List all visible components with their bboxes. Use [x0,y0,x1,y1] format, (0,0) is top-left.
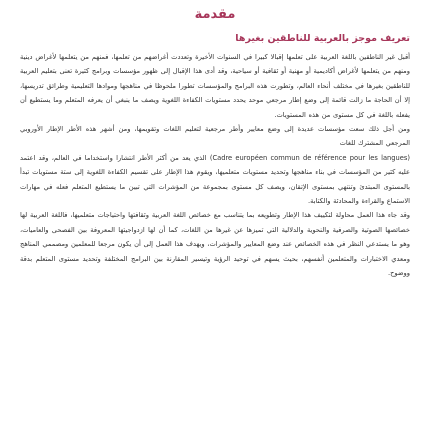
section-heading: تعريف موجز بالعربية للناطقين بغيرها [235,33,410,44]
body-paragraph: وقد جاء هذا العمل محاولة لتكييف هذا الإطار وتطويعه بما يتناسب مع خصائص اللغة العربية وثقافتها واحتياجات متعلميها، فاللغة العربية لها خصائصها الصوتية والصرفية والنحوية والدلالية التي تميزها عن غيرها من اللغات، كما أن لها ازدواجيتها المعروفة بين الفصحى والعاميات، وهو ما يستدعي النظر في هذه الخصائص عند وضع المعايير والمؤشرات، ويهدف هذا العمل إلى أن يكون مرجعا للمعلمين ومصممي المناهج ومعدي الاختبارات والمتعلمين أنفسهم، بحيث يسهم في توحيد الرؤية وتيسير المقارنة بين البرامج المختلفة وتحديد مستوى المتعلم بدقة ووضوح. [20,211,410,278]
page-title: مقدمة [194,7,236,22]
body-paragraph: أقبل غير الناطقين باللغة العربية على تعلمها إقبالا كبيرا في السنوات الأخيرة وتعددت أغراضهم من تعلمها، فمنهم من يتعلمها لأغراض دينية ومنهم من يتعلمها لأغراض أكاديمية أو مهنية أو ثقافية أو سياحية، وقد أدى هذا الإقبال إلى ظهور مؤسسات وبرامج كثيرة تعنى بتعليم العربية للناطقين بغيرها في مختلف أنحاء العالم، وتطورت هذه البرامج والمؤسسات تطورا ملحوظا في مناهجها وموادها التعليمية وطرائق تدريسها، إلا أن الحاجة ما زالت قائمة إلى وضع إطار مرجعي موحد يحدد مستويات الكفاءة اللغوية ويصف ما ينبغي أن يعرفه المتعلم وما يستطيع أن يفعله باللغة في كل مستوى من هذه المستويات. [20,53,410,119]
body-paragraph: (Cadre européen commun de référence pour les langues) الذي يعد من أكثر الأطر انتشارا واستخداما في العالم، وقد اعتمد عليه كثير من المؤسسات في بناء مناهجها وتحديد مستويات متعلميها، ويقوم هذا الإطار على تقسيم الكفاءة اللغوية إلى ستة مستويات تبدأ بالمستوى المبتدئ وتنتهي بمستوى الإتقان، ويصف كل مستوى بمجموعة من المؤشرات التي تبين ما يستطيع المتعلم فعله في مهارات الاستماع والقراءة والمحادثة والكتابة. [20,153,410,206]
body-paragraph: ومن أجل ذلك سعت مؤسسات عديدة إلى وضع معايير وأطر مرجعية لتعليم اللغات وتقويمها، ومن أشهر هذه الأطر الإطار الأوروبي المرجعي المشترك للغات [20,125,410,148]
